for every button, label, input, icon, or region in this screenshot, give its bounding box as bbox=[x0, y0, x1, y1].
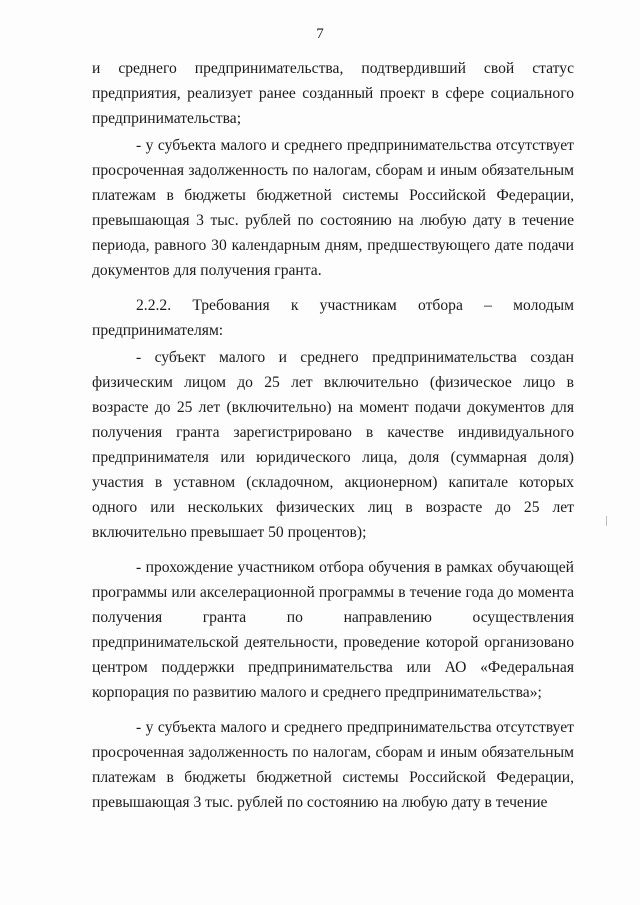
paragraph: - у субъекта малого и среднего предпринимательства отсутствует просроченная задолженность по налогам, сборам и иным обязательным платежам в бюджеты бюджетной системы Российской Федерации, превышающая 3 тыс. рублей по состоянию на любую дату в течение bbox=[92, 719, 574, 811]
section-heading-paragraph: 2.2.2. Требования к участникам отбора – молодым предпринимателям: bbox=[92, 297, 574, 339]
scan-margin-mark bbox=[606, 516, 607, 526]
paragraph: - прохождение участником отбора обучения в рамках обучающей программы или акселерационной программы в течение года до момента получения гранта по направлению осуществления предпринимательской деятельности, проведение которой организовано центром поддержки предпринимательства или АО «Федеральная корпорация по развитию малого и среднего предпринимательства»; bbox=[92, 559, 574, 701]
document-body bbox=[92, 56, 574, 815]
paragraph: - у субъекта малого и среднего предпринимательства отсутствует просроченная задолженность по налогам, сборам и иным обязательным платежам в бюджеты бюджетной системы Российской Федерации, превышающая 3 тыс. рублей по состоянию на любую дату в течение периода, равного 30 календарным дням, предшествующего дате подачи документов для получения гранта. bbox=[92, 137, 574, 279]
paragraph: и среднего предпринимательства, подтвердивший свой статус предприятия, реализует ранее созданный проект в сфере социального предпринимательства; bbox=[92, 60, 574, 127]
page-number: 7 bbox=[316, 26, 324, 42]
paragraph: - субъект малого и среднего предпринимательства создан физическим лицом до 25 лет включительно (физическое лицо в возрасте до 25 лет (включительно) на момент подачи документов для получения гранта зарегистрировано в качестве индивидуального предпринимателя или юридического лица, доля (суммарная доля) участия в уставном (складочном, акционерном) капитале которых одного или нескольких физических лиц в возрасте до 25 лет включительно превышает 50 процентов); bbox=[92, 349, 574, 541]
